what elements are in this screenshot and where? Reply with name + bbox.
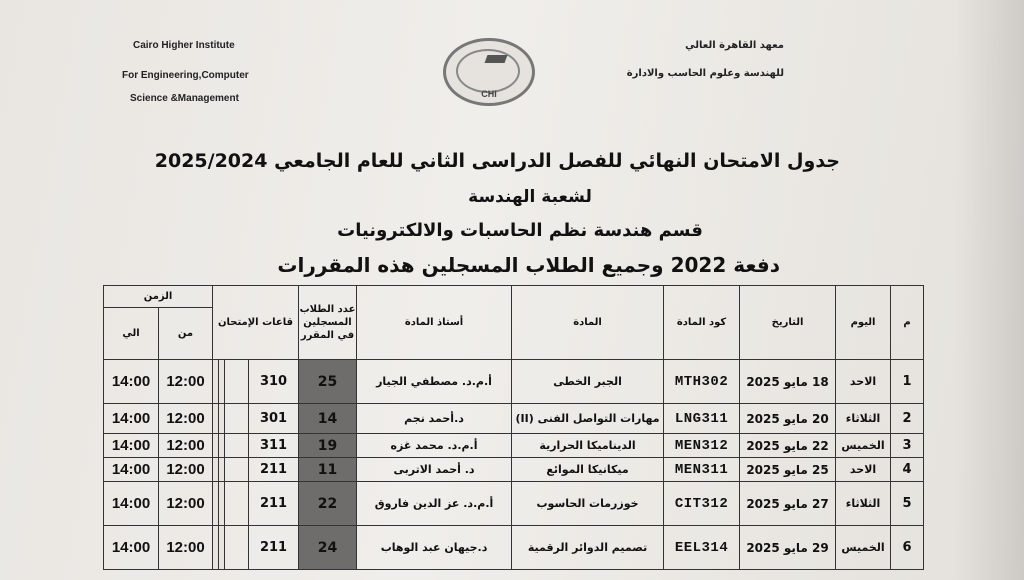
cell-subject: خوزرمات الحاسوب [512,482,664,526]
cell-day: الاحد [836,458,891,482]
institute-name-en-line2: For Engineering,Computer [122,70,249,81]
cell-blank [225,404,249,434]
table-header-row-1 [104,286,924,308]
cell-code: MEN312 [664,434,740,458]
header-num: م [891,286,924,360]
cell-to: 14:00 [104,458,159,482]
cell-count: 24 [299,526,357,570]
cell-day: الثلاثاء [836,482,891,526]
header-day: اليوم [836,286,891,360]
cell-from: 12:00 [159,482,213,526]
institute-name-en-line3: Science &Management [130,93,239,104]
cell-room: 211 [249,526,299,570]
table-row [104,434,924,458]
cell-blank [225,526,249,570]
cell-num: 2 [891,404,924,434]
cell-room: 311 [249,434,299,458]
header-to: الي [104,308,159,360]
cell-day: الثلاثاء [836,404,891,434]
header-professor: أستاذ المادة [357,286,512,360]
cell-room: 211 [249,482,299,526]
cell-num: 4 [891,458,924,482]
cell-subject: الديناميكا الحرارية [512,434,664,458]
cell-num: 5 [891,482,924,526]
header-date: التاريخ [740,286,836,360]
cell-subject: ميكانيكا الموائع [512,458,664,482]
cell-code: MEN311 [664,458,740,482]
cell-professor: أ.م.د. محمد غزه [357,434,512,458]
cell-room: 301 [249,404,299,434]
cell-to: 14:00 [104,482,159,526]
schedule-title: جدول الامتحان النهائي للفصل الدراسى الثاني للعام الجامعي 2025/2024 [154,150,840,172]
logo-ring [456,49,520,93]
cell-date: 29 مايو 2025 [740,526,836,570]
exam-schedule-table [103,285,924,570]
cell-date: 18 مايو 2025 [740,360,836,404]
header-time: الزمن [104,286,213,308]
cell-count: 11 [299,458,357,482]
cell-from: 12:00 [159,434,213,458]
cell-day: الاحد [836,360,891,404]
institute-name-ar-line1: معهد القاهرة العالي [685,40,784,51]
cell-professor: د.جيهان عبد الوهاب [357,526,512,570]
cell-from: 12:00 [159,360,213,404]
cell-code: EEL314 [664,526,740,570]
cell-subject: الجبر الخطى [512,360,664,404]
cell-to: 14:00 [104,434,159,458]
cell-day: الخميس [836,526,891,570]
cell-num: 1 [891,360,924,404]
table-row [104,482,924,526]
cell-count: 25 [299,360,357,404]
table-row [104,360,924,404]
cell-from: 12:00 [159,526,213,570]
cell-date: 20 مايو 2025 [740,404,836,434]
cell-professor: د. أحمد الاتربى [357,458,512,482]
logo-text: CHI [481,89,497,99]
cell-code: MTH302 [664,360,740,404]
cell-blank [225,434,249,458]
header-subject: المادة [512,286,664,360]
cell-blank [225,458,249,482]
cell-date: 27 مايو 2025 [740,482,836,526]
cell-date: 25 مايو 2025 [740,458,836,482]
cell-professor: أ.م.د. عز الدين فاروق [357,482,512,526]
cell-code: LNG311 [664,404,740,434]
cell-blank [225,482,249,526]
cell-to: 14:00 [104,404,159,434]
header-code: كود المادة [664,286,740,360]
cell-professor: د.أحمد نجم [357,404,512,434]
cohort-title: دفعة 2022 وجميع الطلاب المسجلين هذه المقررات [277,253,780,277]
department-title: قسم هندسة نظم الحاسبات والالكترونيات [337,220,703,241]
cell-subject: مهارات التواصل الفنى (II) [512,404,664,434]
cell-subject: تصميم الدوائر الرقمية [512,526,664,570]
table-row [104,526,924,570]
cell-count: 22 [299,482,357,526]
table-row [104,404,924,434]
table-row [104,458,924,482]
cell-day: الخميس [836,434,891,458]
cell-room: 211 [249,458,299,482]
cell-from: 12:00 [159,404,213,434]
cell-count: 19 [299,434,357,458]
cell-from: 12:00 [159,458,213,482]
page-shadow [954,0,1024,580]
cell-code: CIT312 [664,482,740,526]
cell-to: 14:00 [104,360,159,404]
cell-blank [225,360,249,404]
institute-name-en-line1: Cairo Higher Institute [133,40,235,51]
header-count: عدد الطلاب المسجلين في المقرر [299,286,357,360]
institute-name-ar-line2: للهندسة وعلوم الحاسب والادارة [626,68,784,79]
header-rooms: قاعات الإمتحان [213,286,299,360]
institute-logo [443,38,535,106]
cell-professor: أ.م.د. مصطفي الجيار [357,360,512,404]
header-from: من [159,308,213,360]
cell-num: 3 [891,434,924,458]
cell-date: 22 مايو 2025 [740,434,836,458]
cell-room: 310 [249,360,299,404]
cell-num: 6 [891,526,924,570]
cell-count: 14 [299,404,357,434]
cell-to: 14:00 [104,526,159,570]
graduation-cap-icon [485,55,508,63]
division-title: لشعبة الهندسة [468,187,592,207]
